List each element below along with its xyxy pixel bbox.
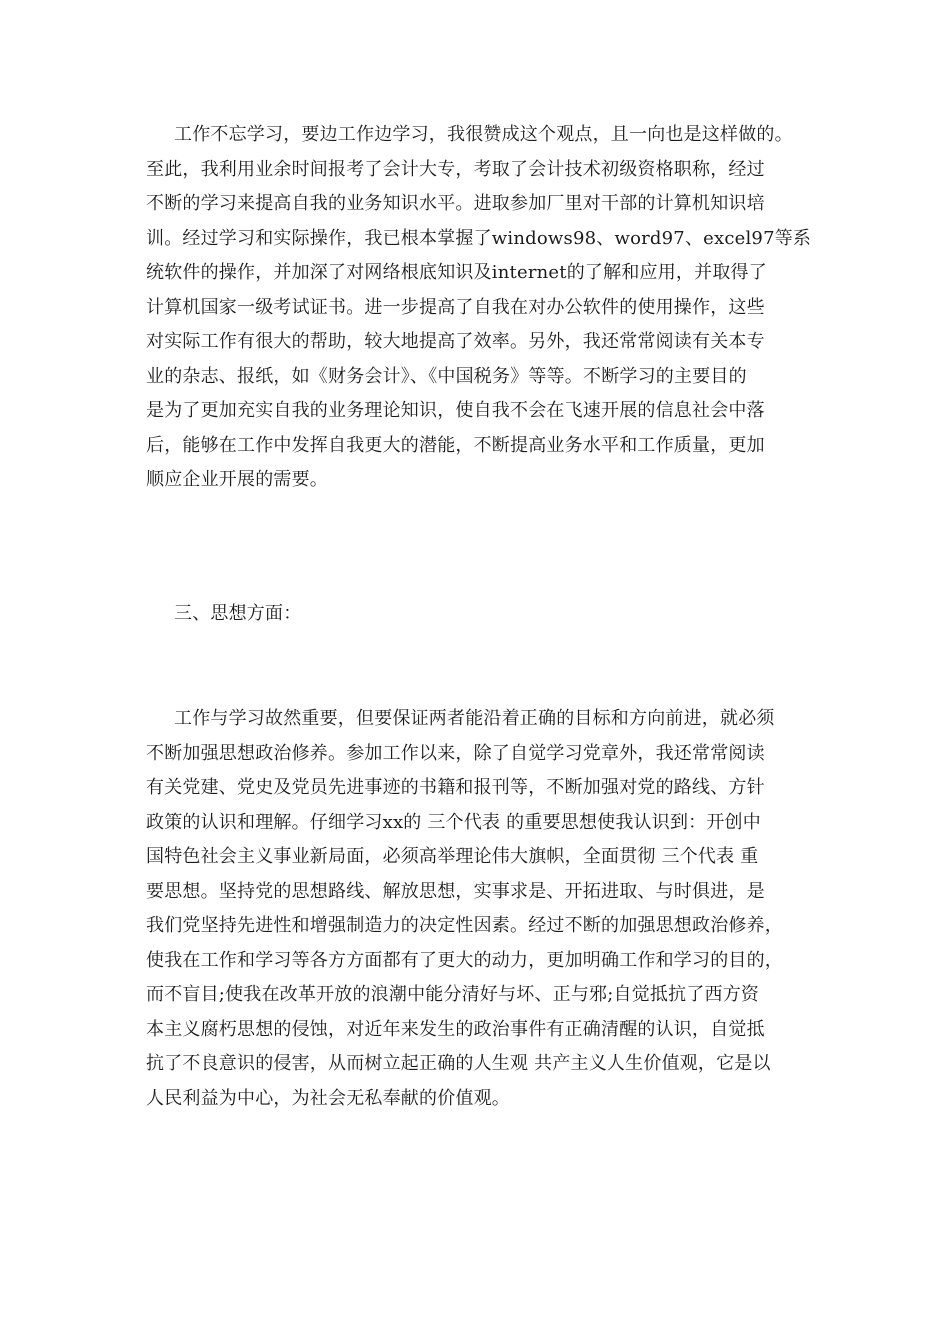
paragraph-line: 计算机国家一级考试证书。进一步提高了自我在对办公软件的使用操作，这些 [146, 296, 765, 318]
paragraph-line: 有关党建、党史及党员先进事迹的书籍和报刊等，不断加强对党的路线、方针 [146, 777, 765, 798]
paragraph-line: 人民利益为中心，为社会无私奉献的价值观。 [146, 1087, 510, 1109]
paragraph-line: 要思想。坚持党的思想路线、解放思想，实事求是、开拓进取、与时俱进，是 [146, 880, 765, 902]
section-heading [146, 597, 826, 632]
paragraph-line: 我们党坚持先进性和增强制造力的决定性因素。经过不断的加强思想政治修养， [146, 915, 783, 936]
paragraph-line: 本主义腐朽思想的侵蚀，对近年来发生的政治事件有正确清醒的认识，自觉抵 [146, 1018, 765, 1040]
paragraph-line: 不断的学习来提高自我的业务知识水平。进取参加厂里对干部的计算机知识培 [146, 193, 765, 214]
paragraph-line: 统软件的操作，并加深了对网络根底知识及internet的了解和应用，并取得了 [146, 262, 767, 283]
paragraph-line: 业的杂志、报纸，如《财务会计》、《中国税务》等等。不断学习的主要目的 [146, 365, 747, 387]
paragraph-line: 顺应企业开展的需要。 [146, 469, 328, 490]
paragraph-line: 政策的认识和理解。仔细学习xx的 三个代表 的重要思想使我认识到：开创中 [146, 811, 761, 833]
paragraph-line: 后，能够在工作中发挥自我更大的潜能，不断提高业务水平和工作质量，更加 [146, 434, 765, 456]
paragraph-line: 对实际工作有很大的帮助，较大地提高了效率。另外，我还常常阅读有关本专 [146, 331, 765, 352]
section-heading-text: 三、思想方面： [174, 603, 302, 624]
paragraph-line: 国特色社会主义事业新局面，必须高举理论伟大旗帜，全面贯彻 三个代表 重 [146, 846, 759, 867]
paragraph-line: 至此，我利用业余时间报考了会计大专，考取了会计技术初级资格职称，经过 [146, 158, 765, 180]
paragraph-line: 使我在工作和学习等各方方面都有了更大的动力，更加明确工作和学习的目的， [146, 949, 783, 971]
paragraph-line: 工作与学习故然重要，但要保证两者能沿着正确的目标和方向前进，就必须 [174, 708, 775, 729]
paragraph-line: 不断加强思想政治修养。参加工作以来，除了自觉学习党章外，我还常常阅读 [146, 742, 765, 764]
paragraph-line: 训。经过学习和实际操作，我已根本掌握了windows98、word97、excel97等系 [146, 227, 812, 249]
paragraph-line: 而不盲目;使我在改革开放的浪潮中能分清好与坏、正与邪;自觉抵抗了西方资 [146, 984, 760, 1005]
paragraph-line: 是为了更加充实自我的业务理论知识，使自我不会在飞速开展的信息社会中落 [146, 400, 765, 421]
paragraph-line: 工作不忘学习，要边工作边学习，我很赞成这个观点，且一向也是这样做的。 [174, 124, 793, 145]
paragraph-ideology [146, 702, 826, 1116]
paragraph-line: 抗了不良意识的侵害，从而树立起正确的人生观 共产主义人生价值观，它是以 [146, 1053, 771, 1074]
paragraph-study [146, 118, 826, 498]
